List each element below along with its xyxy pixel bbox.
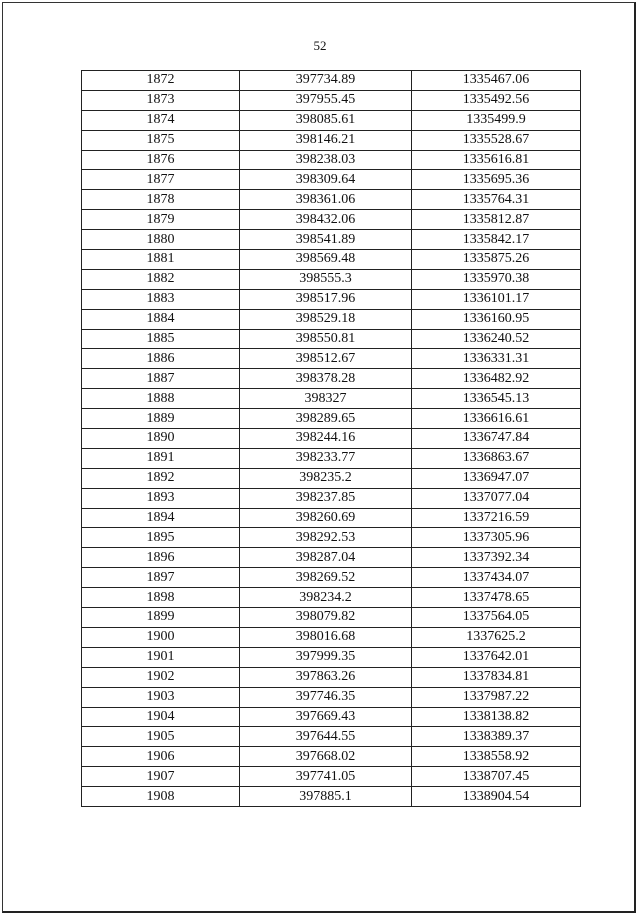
value-a-cell: 397999.35 bbox=[240, 647, 412, 667]
year-cell: 1873 bbox=[82, 90, 240, 110]
value-a-cell: 397863.26 bbox=[240, 667, 412, 687]
value-a-cell: 398238.03 bbox=[240, 150, 412, 170]
value-b-cell: 1336160.95 bbox=[412, 309, 581, 329]
year-cell: 1887 bbox=[82, 369, 240, 389]
value-a-cell: 397644.55 bbox=[240, 727, 412, 747]
year-cell: 1893 bbox=[82, 488, 240, 508]
table-row bbox=[82, 508, 581, 528]
value-b-cell: 1338707.45 bbox=[412, 767, 581, 787]
value-b-cell: 1337987.22 bbox=[412, 687, 581, 707]
coordinate-table bbox=[81, 70, 581, 807]
value-b-cell: 1337305.96 bbox=[412, 528, 581, 548]
year-cell: 1891 bbox=[82, 448, 240, 468]
value-a-cell: 398235.2 bbox=[240, 468, 412, 488]
value-b-cell: 1337077.04 bbox=[412, 488, 581, 508]
year-cell: 1903 bbox=[82, 687, 240, 707]
value-a-cell: 398269.52 bbox=[240, 568, 412, 588]
value-b-cell: 1335875.26 bbox=[412, 250, 581, 270]
table-row bbox=[82, 548, 581, 568]
value-b-cell: 1336240.52 bbox=[412, 329, 581, 349]
value-a-cell: 398146.21 bbox=[240, 130, 412, 150]
year-cell: 1896 bbox=[82, 548, 240, 568]
value-a-cell: 397669.43 bbox=[240, 707, 412, 727]
value-a-cell: 398512.67 bbox=[240, 349, 412, 369]
value-a-cell: 398529.18 bbox=[240, 309, 412, 329]
value-b-cell: 1335842.17 bbox=[412, 230, 581, 250]
value-a-cell: 397668.02 bbox=[240, 747, 412, 767]
value-b-cell: 1338558.92 bbox=[412, 747, 581, 767]
table-row bbox=[82, 787, 581, 807]
table-row bbox=[82, 468, 581, 488]
year-cell: 1880 bbox=[82, 230, 240, 250]
value-a-cell: 397734.89 bbox=[240, 71, 412, 91]
value-a-cell: 398432.06 bbox=[240, 210, 412, 230]
value-a-cell: 398016.68 bbox=[240, 627, 412, 647]
value-b-cell: 1335970.38 bbox=[412, 269, 581, 289]
value-b-cell: 1335467.06 bbox=[412, 71, 581, 91]
year-cell: 1889 bbox=[82, 409, 240, 429]
table-row bbox=[82, 707, 581, 727]
table-row bbox=[82, 210, 581, 230]
value-a-cell: 397885.1 bbox=[240, 787, 412, 807]
table-row bbox=[82, 150, 581, 170]
value-b-cell: 1337392.34 bbox=[412, 548, 581, 568]
year-cell: 1875 bbox=[82, 130, 240, 150]
year-cell: 1883 bbox=[82, 289, 240, 309]
value-a-cell: 398555.3 bbox=[240, 269, 412, 289]
value-a-cell: 398234.2 bbox=[240, 588, 412, 608]
value-a-cell: 398550.81 bbox=[240, 329, 412, 349]
value-b-cell: 1337216.59 bbox=[412, 508, 581, 528]
table-row bbox=[82, 627, 581, 647]
table-row bbox=[82, 250, 581, 270]
value-b-cell: 1337834.81 bbox=[412, 667, 581, 687]
value-b-cell: 1337434.07 bbox=[412, 568, 581, 588]
year-cell: 1879 bbox=[82, 210, 240, 230]
year-cell: 1878 bbox=[82, 190, 240, 210]
table-row bbox=[82, 608, 581, 628]
table-body bbox=[82, 71, 581, 807]
year-cell: 1872 bbox=[82, 71, 240, 91]
table-row bbox=[82, 329, 581, 349]
year-cell: 1876 bbox=[82, 150, 240, 170]
value-b-cell: 1336747.84 bbox=[412, 429, 581, 449]
value-b-cell: 1335812.87 bbox=[412, 210, 581, 230]
table-row bbox=[82, 747, 581, 767]
value-a-cell: 398541.89 bbox=[240, 230, 412, 250]
value-a-cell: 398378.28 bbox=[240, 369, 412, 389]
year-cell: 1899 bbox=[82, 608, 240, 628]
year-cell: 1898 bbox=[82, 588, 240, 608]
table-row bbox=[82, 767, 581, 787]
value-a-cell: 398233.77 bbox=[240, 448, 412, 468]
year-cell: 1881 bbox=[82, 250, 240, 270]
value-b-cell: 1338904.54 bbox=[412, 787, 581, 807]
table-row bbox=[82, 409, 581, 429]
value-a-cell: 398085.61 bbox=[240, 110, 412, 130]
value-a-cell: 398361.06 bbox=[240, 190, 412, 210]
table-row bbox=[82, 667, 581, 687]
table-row bbox=[82, 647, 581, 667]
value-b-cell: 1337564.05 bbox=[412, 608, 581, 628]
year-cell: 1907 bbox=[82, 767, 240, 787]
value-a-cell: 398517.96 bbox=[240, 289, 412, 309]
year-cell: 1890 bbox=[82, 429, 240, 449]
value-b-cell: 1336947.07 bbox=[412, 468, 581, 488]
table-row bbox=[82, 528, 581, 548]
table-row bbox=[82, 230, 581, 250]
year-cell: 1894 bbox=[82, 508, 240, 528]
table-row bbox=[82, 269, 581, 289]
value-a-cell: 398260.69 bbox=[240, 508, 412, 528]
year-cell: 1900 bbox=[82, 627, 240, 647]
table-row bbox=[82, 389, 581, 409]
table-row bbox=[82, 429, 581, 449]
value-b-cell: 1335764.31 bbox=[412, 190, 581, 210]
year-cell: 1908 bbox=[82, 787, 240, 807]
year-cell: 1885 bbox=[82, 329, 240, 349]
value-b-cell: 1336331.31 bbox=[412, 349, 581, 369]
table-row bbox=[82, 588, 581, 608]
value-b-cell: 1336616.61 bbox=[412, 409, 581, 429]
value-a-cell: 397746.35 bbox=[240, 687, 412, 707]
value-b-cell: 1335492.56 bbox=[412, 90, 581, 110]
value-b-cell: 1336863.67 bbox=[412, 448, 581, 468]
value-a-cell: 397955.45 bbox=[240, 90, 412, 110]
table-row bbox=[82, 349, 581, 369]
value-b-cell: 1337625.2 bbox=[412, 627, 581, 647]
year-cell: 1897 bbox=[82, 568, 240, 588]
year-cell: 1892 bbox=[82, 468, 240, 488]
value-b-cell: 1337478.65 bbox=[412, 588, 581, 608]
value-b-cell: 1335499.9 bbox=[412, 110, 581, 130]
value-a-cell: 397741.05 bbox=[240, 767, 412, 787]
year-cell: 1884 bbox=[82, 309, 240, 329]
value-b-cell: 1338138.82 bbox=[412, 707, 581, 727]
table-row bbox=[82, 130, 581, 150]
value-b-cell: 1335616.81 bbox=[412, 150, 581, 170]
value-a-cell: 398289.65 bbox=[240, 409, 412, 429]
value-b-cell: 1336101.17 bbox=[412, 289, 581, 309]
value-a-cell: 398079.82 bbox=[240, 608, 412, 628]
value-b-cell: 1337642.01 bbox=[412, 647, 581, 667]
year-cell: 1882 bbox=[82, 269, 240, 289]
year-cell: 1895 bbox=[82, 528, 240, 548]
value-a-cell: 398292.53 bbox=[240, 528, 412, 548]
year-cell: 1906 bbox=[82, 747, 240, 767]
year-cell: 1888 bbox=[82, 389, 240, 409]
year-cell: 1874 bbox=[82, 110, 240, 130]
value-b-cell: 1335695.36 bbox=[412, 170, 581, 190]
table-row bbox=[82, 488, 581, 508]
value-a-cell: 398287.04 bbox=[240, 548, 412, 568]
value-b-cell: 1336545.13 bbox=[412, 389, 581, 409]
value-a-cell: 398309.64 bbox=[240, 170, 412, 190]
value-b-cell: 1336482.92 bbox=[412, 369, 581, 389]
value-a-cell: 398569.48 bbox=[240, 250, 412, 270]
table-row bbox=[82, 727, 581, 747]
year-cell: 1902 bbox=[82, 667, 240, 687]
table-row bbox=[82, 110, 581, 130]
table-row bbox=[82, 71, 581, 91]
table-row bbox=[82, 90, 581, 110]
table-row bbox=[82, 448, 581, 468]
value-a-cell: 398237.85 bbox=[240, 488, 412, 508]
table-row bbox=[82, 369, 581, 389]
year-cell: 1886 bbox=[82, 349, 240, 369]
page-number: 52 bbox=[313, 38, 327, 53]
table-row bbox=[82, 170, 581, 190]
value-b-cell: 1335528.67 bbox=[412, 130, 581, 150]
year-cell: 1901 bbox=[82, 647, 240, 667]
year-cell: 1877 bbox=[82, 170, 240, 190]
year-cell: 1905 bbox=[82, 727, 240, 747]
table-row bbox=[82, 568, 581, 588]
value-a-cell: 398327 bbox=[240, 389, 412, 409]
value-a-cell: 398244.16 bbox=[240, 429, 412, 449]
table-row bbox=[82, 309, 581, 329]
table-row bbox=[82, 687, 581, 707]
table-row bbox=[82, 289, 581, 309]
value-b-cell: 1338389.37 bbox=[412, 727, 581, 747]
year-cell: 1904 bbox=[82, 707, 240, 727]
table-row bbox=[82, 190, 581, 210]
